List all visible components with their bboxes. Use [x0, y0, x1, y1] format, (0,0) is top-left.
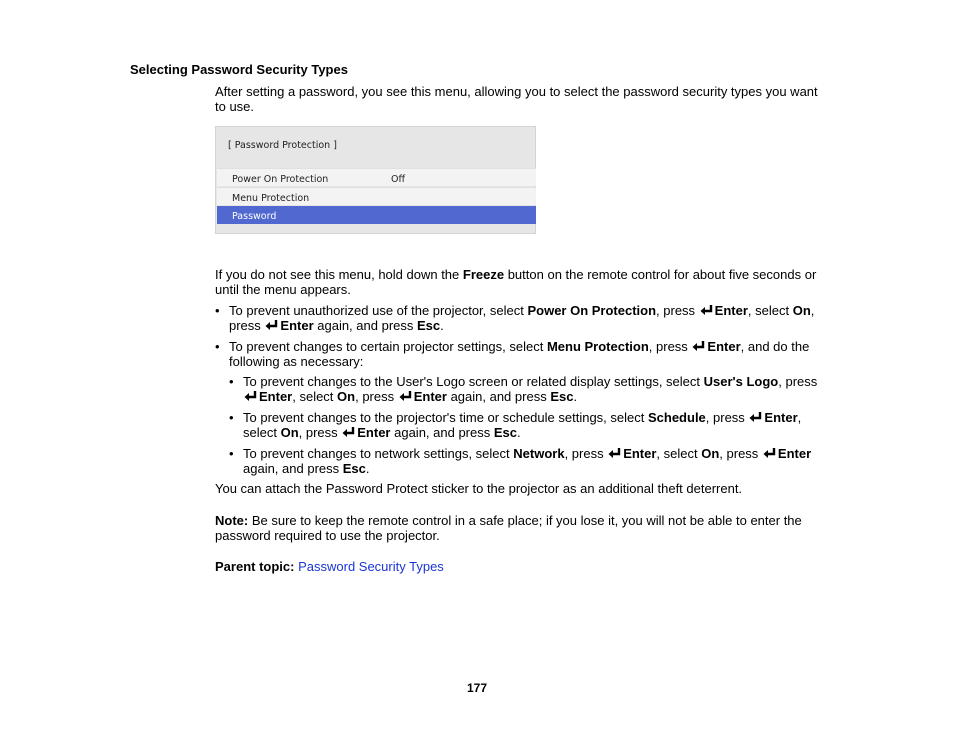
text: To prevent changes to the User's Logo screen or related display settings, select: [243, 374, 704, 389]
text: , and do the following as necessary:: [229, 339, 810, 369]
text: .: [365, 461, 370, 476]
on-label: On: [792, 303, 811, 318]
text: , select: [747, 303, 793, 318]
text: again, and press: [446, 389, 551, 404]
note-paragraph: [215, 513, 830, 543]
enter-arrow-icon: [748, 411, 763, 424]
intro-paragraph: After setting a password, you see this menu, allowing you to select the password security types you want to use.: [215, 84, 818, 114]
section-heading: Selecting Password Security Types: [130, 62, 348, 77]
menu-protection-label: Menu Protection: [546, 339, 649, 354]
esc-label: Esc: [493, 425, 517, 440]
enter-label: Enter: [714, 303, 748, 318]
sub-list-item-users-logo: [229, 374, 833, 404]
note-label: Note:: [215, 513, 249, 528]
text: button on the remote control for about five seconds or until the menu appears.: [215, 267, 817, 297]
on-label: On: [337, 389, 356, 404]
page-number: 177: [466, 681, 488, 695]
enter-arrow-icon: [691, 340, 706, 353]
schedule-label: Schedule: [647, 410, 706, 425]
text: , press: [298, 425, 342, 440]
text: To prevent changes to certain projector settings, select: [229, 339, 547, 354]
freeze-paragraph: [215, 267, 830, 297]
password-protection-menu: [215, 126, 536, 234]
text: again, and press: [313, 318, 417, 333]
menu-item-label: Password: [232, 211, 277, 222]
sub-list-item-schedule: [229, 410, 823, 440]
enter-arrow-icon: [264, 319, 279, 332]
text: .: [440, 318, 444, 333]
bullet: •: [229, 446, 234, 461]
text: , press: [648, 339, 692, 354]
esc-label: Esc: [417, 318, 441, 333]
bullet: •: [215, 339, 220, 354]
text: , select: [292, 389, 338, 404]
enter-arrow-icon: [341, 426, 356, 439]
network-label: Network: [513, 446, 565, 461]
text: , select: [656, 446, 702, 461]
menu-item-value: Off: [391, 174, 406, 185]
on-label: On: [280, 425, 299, 440]
text: .: [573, 389, 578, 404]
on-label: On: [701, 446, 720, 461]
enter-label: Enter: [623, 446, 657, 461]
text: If you do not see this menu, hold down the: [215, 267, 463, 282]
bullet: •: [229, 374, 234, 389]
enter-arrow-icon: [607, 447, 622, 460]
text: , press: [778, 374, 818, 389]
sticker-paragraph: You can attach the Password Protect sticker to the projector as an additional theft deterrent.: [215, 481, 743, 496]
parent-topic-link[interactable]: Password Security Types: [298, 559, 444, 574]
menu-title: [ Password Protection ]: [228, 140, 337, 151]
enter-label: Enter: [280, 318, 314, 333]
esc-label: Esc: [550, 389, 574, 404]
enter-arrow-icon: [762, 447, 777, 460]
text: , select: [243, 410, 802, 440]
enter-arrow-icon: [699, 304, 714, 317]
enter-arrow-icon: [398, 390, 413, 403]
enter-label: Enter: [413, 389, 447, 404]
enter-label: Enter: [764, 410, 798, 425]
text: again, and press: [390, 425, 494, 440]
freeze-label: Freeze: [462, 267, 505, 282]
menu-item-label: Power On Protection: [232, 174, 329, 185]
text: , press: [719, 446, 762, 461]
text: , press: [705, 410, 749, 425]
enter-label: Enter: [707, 339, 741, 354]
esc-label: Esc: [342, 461, 366, 476]
users-logo-label: User's Logo: [703, 374, 779, 389]
bullet: •: [229, 410, 234, 425]
parent-topic-label: Parent topic:: [215, 559, 295, 574]
text: To prevent changes to network settings, select: [243, 446, 514, 461]
enter-label: Enter: [357, 425, 391, 440]
text: To prevent changes to the projector's time or schedule settings, select: [243, 410, 648, 425]
menu-item-power-on-protection[interactable]: [217, 168, 536, 186]
note-text: Be sure to keep the remote control in a safe place; if you lose it, you will not be able to enter the password required to use the projector.: [215, 513, 802, 543]
list-item-menu-protection: [215, 339, 829, 369]
text: To prevent unauthorized use of the projector, select: [229, 303, 528, 318]
menu-item-label: Menu Protection: [232, 193, 310, 204]
text: , press: [564, 446, 608, 461]
list-item-power-on: [215, 303, 829, 333]
text: .: [517, 425, 521, 440]
enter-label: Enter: [259, 389, 293, 404]
text: , press: [656, 303, 699, 318]
text: again, and press: [243, 461, 343, 476]
menu-item-password[interactable]: [217, 206, 536, 224]
parent-topic: [215, 559, 830, 574]
menu-item-menu-protection[interactable]: [217, 187, 536, 205]
power-on-protection-label: Power On Protection: [527, 303, 657, 318]
text: , press: [229, 303, 815, 333]
bullet: •: [215, 303, 220, 318]
text: , press: [355, 389, 398, 404]
enter-arrow-icon: [243, 390, 258, 403]
enter-label: Enter: [777, 446, 812, 461]
sub-list-item-network: [229, 446, 833, 476]
